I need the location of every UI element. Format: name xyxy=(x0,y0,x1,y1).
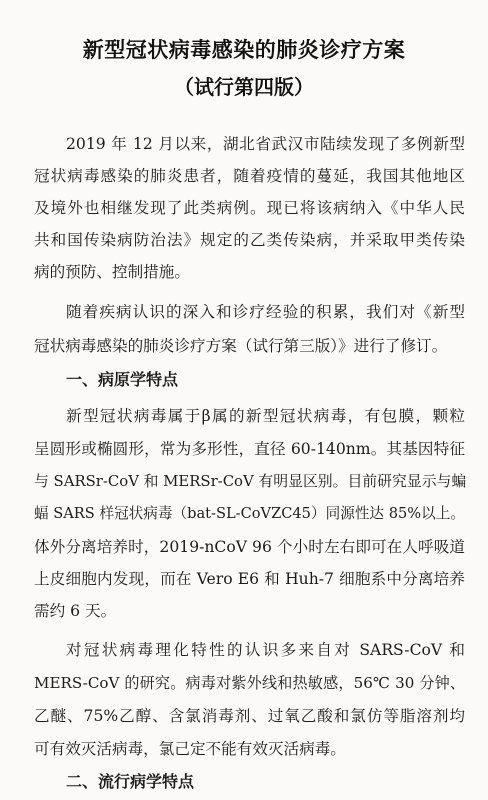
paragraph-line: 冠状病毒感染的肺炎诊疗方案（试行第三版）》进行了修订。 xyxy=(34,337,448,355)
paragraph-line: 可有效灭活病毒，氯己定不能有效灭活病毒。 xyxy=(34,740,346,758)
paragraph-line: 共和国传染病防治法》规定的乙类传染病，并采取甲类传染 xyxy=(34,231,465,249)
paragraph-line: MERS-CoV 的研究。病毒对紫外线和热敏感，56℃ 30 分钟、 xyxy=(34,674,465,692)
paragraph-line: 对冠状病毒理化特性的认识多来自对 SARS-CoV 和 xyxy=(66,641,465,659)
paragraph-line: 体外分离培养时，2019-nCoV 96 个小时左右即可在人呼吸道 xyxy=(34,538,465,556)
paragraph-line: 与 SARSr-CoV 和 MERSr-CoV 有明显区别。目前研究显示与蝙 xyxy=(34,472,467,490)
paragraph-line: 随着疾病认识的深入和诊疗经验的积累，我们对《新型 xyxy=(66,303,465,321)
paragraph-line: 呈圆形或椭圆形，常为多形性，直径 60-140nm。其基因特征 xyxy=(34,440,465,458)
document-title: 新型冠状病毒感染的肺炎诊疗方案 xyxy=(82,38,406,62)
section-heading: 二、流行病学特点 xyxy=(66,772,195,791)
paragraph-line: 及境外也相继发现了此类病例。现已将该病纳入《中华人民 xyxy=(34,199,465,217)
paragraph-line: 病的预防、控制措施。 xyxy=(34,263,190,281)
paragraph-line: 2019 年 12 月以来，湖北省武汉市陆续发现了多例新型 xyxy=(66,135,465,153)
section-heading: 一、病原学特点 xyxy=(66,370,179,389)
paragraph-line: 蝠 SARS 样冠状病毒（bat-SL-CoVZC45）同源性达 85%以上。 xyxy=(34,505,465,522)
paragraph-line: 冠状病毒感染的肺炎患者，随着疫情的蔓延，我国其他地区 xyxy=(34,167,465,185)
paragraph-line: 上皮细胞内发现，而在 Vero E6 和 Huh-7 细胞系中分离培养 xyxy=(34,570,465,588)
paragraph-line: 新型冠状病毒属于β属的新型冠状病毒，有包膜，颗粒 xyxy=(66,407,465,425)
paragraph-line: 乙醚、75%乙醇、含氯消毒剂、过氧乙酸和氯仿等脂溶剂均 xyxy=(34,707,465,725)
paragraph-line: 需约 6 天。 xyxy=(34,602,117,620)
document-subtitle: （试行第四版） xyxy=(174,75,314,99)
